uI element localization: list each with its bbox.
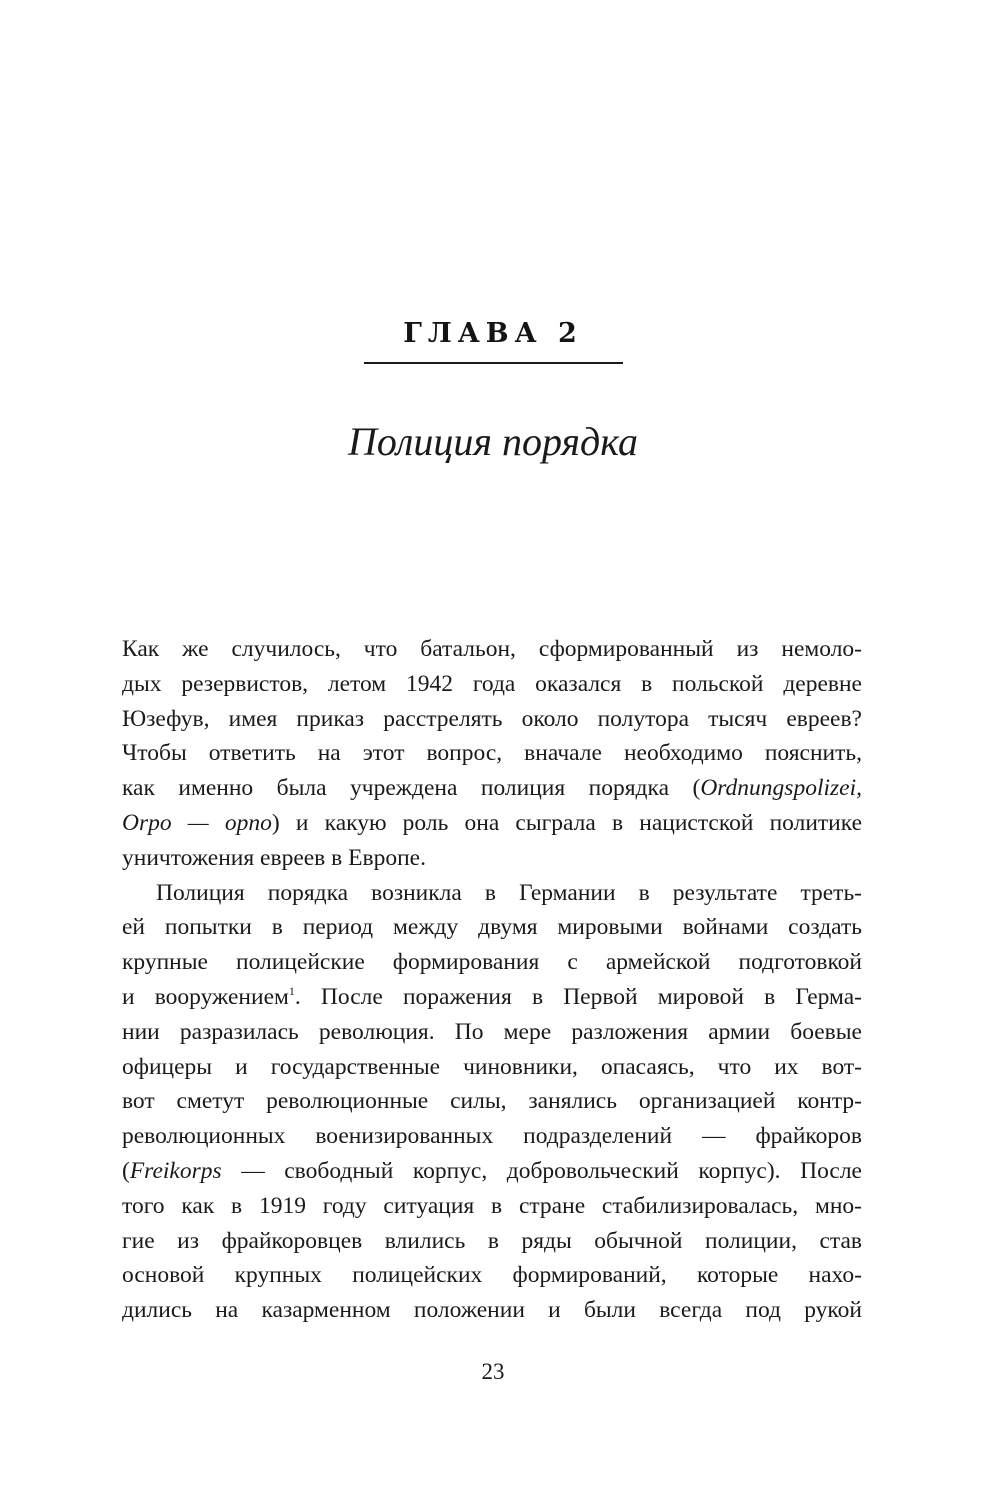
footnote-marker[interactable]: 1 bbox=[288, 984, 295, 999]
text-line: (Freikorps — свободный корпус, добровольческий корпус). После bbox=[122, 1157, 862, 1184]
text-line: и вооружением$^1$. После поражения в Первой мировой в Герма- bbox=[122, 983, 863, 1010]
text-line: офицеры и государственные чиновники, опасаясь, что их вот- bbox=[122, 1053, 862, 1080]
chapter-label: ГЛАВА 2 bbox=[403, 318, 583, 349]
text-line: крупные полицейские формирования с армейской подготовкой bbox=[122, 949, 862, 976]
text-line: гие из фрайкоровцев влились в ряды обычной полиции, став bbox=[122, 1227, 862, 1254]
text-line: революционных военизированных подразделений — фрайкоров bbox=[122, 1123, 862, 1150]
italic-term: Ordnungspolizei, bbox=[700, 775, 862, 802]
text-line: дились на казарменном положении и были всегда под рукой bbox=[122, 1297, 862, 1324]
text-line: Юзефув, имея приказ расстрелять около полутора тысяч евреев? bbox=[122, 705, 862, 732]
text-line: основой крупных полицейских формирований, которые нахо- bbox=[122, 1262, 862, 1289]
chapter-divider bbox=[364, 362, 623, 364]
text-line: Как же случилось, что батальон, сформированный из немоло- bbox=[122, 636, 862, 662]
text-line: вот сметут революционные силы, занялись организацией контр- bbox=[122, 1088, 862, 1115]
body-text bbox=[122, 632, 862, 1328]
text-line: ей попытки в период между двумя мировыми войнами создать bbox=[122, 914, 862, 941]
text-line: дых резервистов, летом 1942 года оказался в польской деревне bbox=[122, 670, 862, 697]
text-line: уничтожения евреев в Европе. bbox=[122, 844, 426, 871]
chapter-title: Полиция порядка bbox=[348, 419, 638, 464]
text-line: Чтобы ответить на этот вопрос, вначале необходимо пояснить, bbox=[122, 740, 862, 767]
page-number: 23 bbox=[481, 1359, 505, 1384]
text-line: того как в 1919 году ситуация в стране стабилизировалась, мно- bbox=[122, 1192, 862, 1219]
italic-term: Orpo — орпо bbox=[122, 809, 272, 836]
text-line: как именно была учреждена полиция порядка (Ordnungspolizei, bbox=[122, 775, 862, 802]
text-line: Orpo — орпо) и какую роль она сыграла в нацистской политике bbox=[122, 809, 863, 836]
italic-term: Freikorps bbox=[129, 1157, 222, 1184]
text-line: Полиция порядка возникла в Германии в результате треть- bbox=[156, 879, 862, 906]
text-line: нии разразилась революция. По мере разложения армии боевые bbox=[122, 1018, 862, 1045]
